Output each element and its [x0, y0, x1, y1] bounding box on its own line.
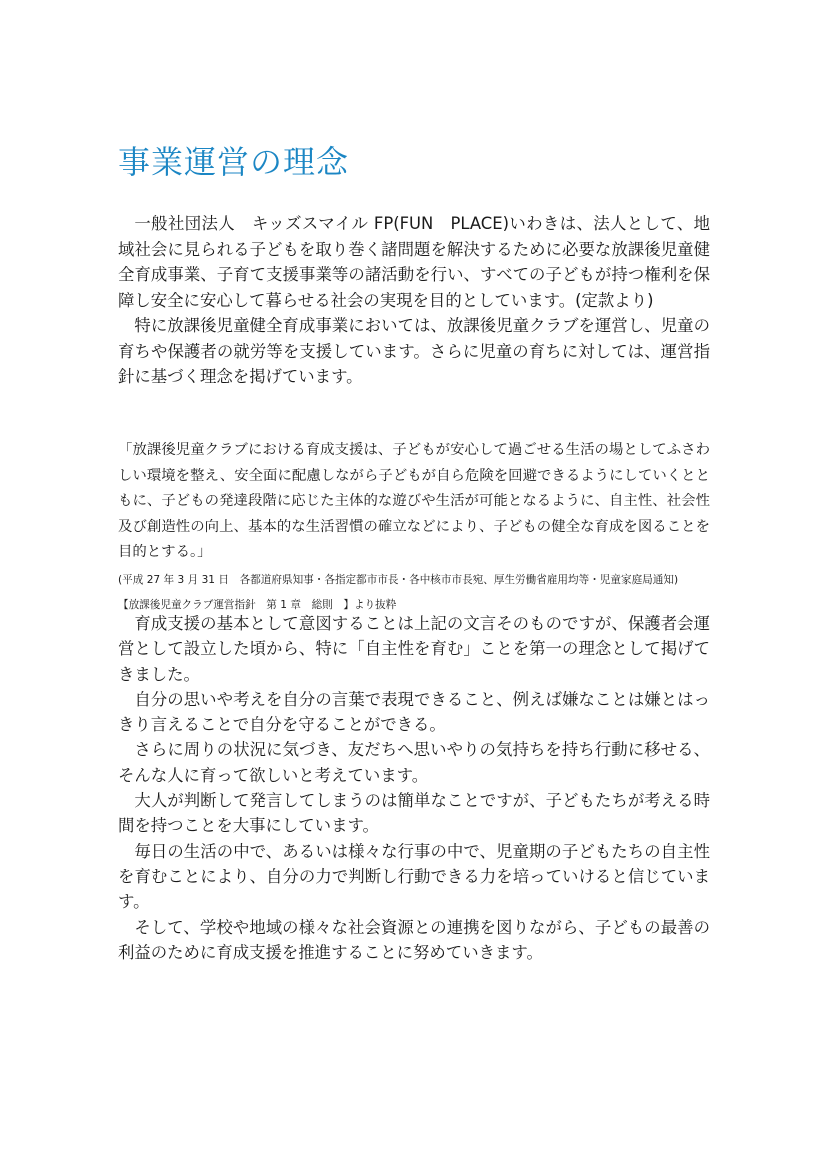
intro-section [118, 211, 710, 390]
body-section [118, 611, 710, 965]
body-paragraph-2: 自分の思いや考えを自分の言葉で表現できること、例えば嫌なことは嫌とはっきり言えることで自分を守ることができる。 [118, 689, 710, 735]
quote-section [118, 438, 710, 613]
body-paragraph-5: 毎日の生活の中で、あるいは様々な行事の中で、児童期の子どもたちの自主性を育むことにより、自分の力で判断し行動できる力を培っていけると信じています。 [118, 841, 710, 912]
body-paragraph-1: 育成支援の基本として意図することは上記の文言そのものですが、保護者会運営として設立した頃から、特に「自主性を育む」ことを第一の理念として掲げてきました。 [118, 614, 710, 684]
body-paragraph-3: さらに周りの状況に気づき、友だちへ思いやりの気持ちを持ち行動に移せる、そんな人に育って欲しいと考えています。 [118, 740, 710, 785]
source-note: (平成 27 年 3 月 31 日 各都道府県知事・各指定都市市長・各中核市市長宛、厚生労働省雇用均等・児童家庭局通知) [118, 573, 679, 586]
body-paragraph-6: そして、学校や地域の様々な社会資源との連携を図りながら、子どもの最善の利益のために育成支援を推進することに努めていきます。 [118, 917, 710, 962]
body-paragraph-4: 大人が判断して発言してしまうのは簡単なことですが、子どもたちが考える時間を持つことを大事にしています。 [118, 791, 710, 836]
intro-paragraph-1: 一般社団法人 キッズスマイル FP(FUN PLACE)いわきは、法人として、地域社会に見られる子どもを取り巻く諸問題を解決するために必要な放課後児童健全育成事業、子育て支援事業等の諸活動を行い、すべての子どもが持つ権利を保障し安全に安心して暮らせる社会の実現を目的としています。(定款より) [118, 214, 710, 310]
page-title: 事業運営の理念 [118, 143, 350, 181]
source-reference: 【放課後児童クラブ運営指針 第 1 章 総則 】より抜粋 [118, 598, 397, 611]
intro-paragraph-2: 特に放課後児童健全育成事業においては、放課後児童クラブを運営し、児童の育ちや保護者の就労等を支援しています。さらに児童の育ちに対しては、運営指針に基づく理念を掲げています。 [118, 316, 710, 386]
guideline-quote: 「放課後児童クラブにおける育成支援は、子どもが安心して過ごせる生活の場としてふさわしい環境を整え、安全面に配慮しながら子どもが自ら危険を回避できるようにしていくとともに、子どもの発達段階に応じた主体的な遊びや生活が可能となるように、自主性、社会性及び創造性の向上、基本的な生活習慣の確立などにより、子どもの健全な育成を図ることを目的とする。」 [118, 442, 710, 560]
